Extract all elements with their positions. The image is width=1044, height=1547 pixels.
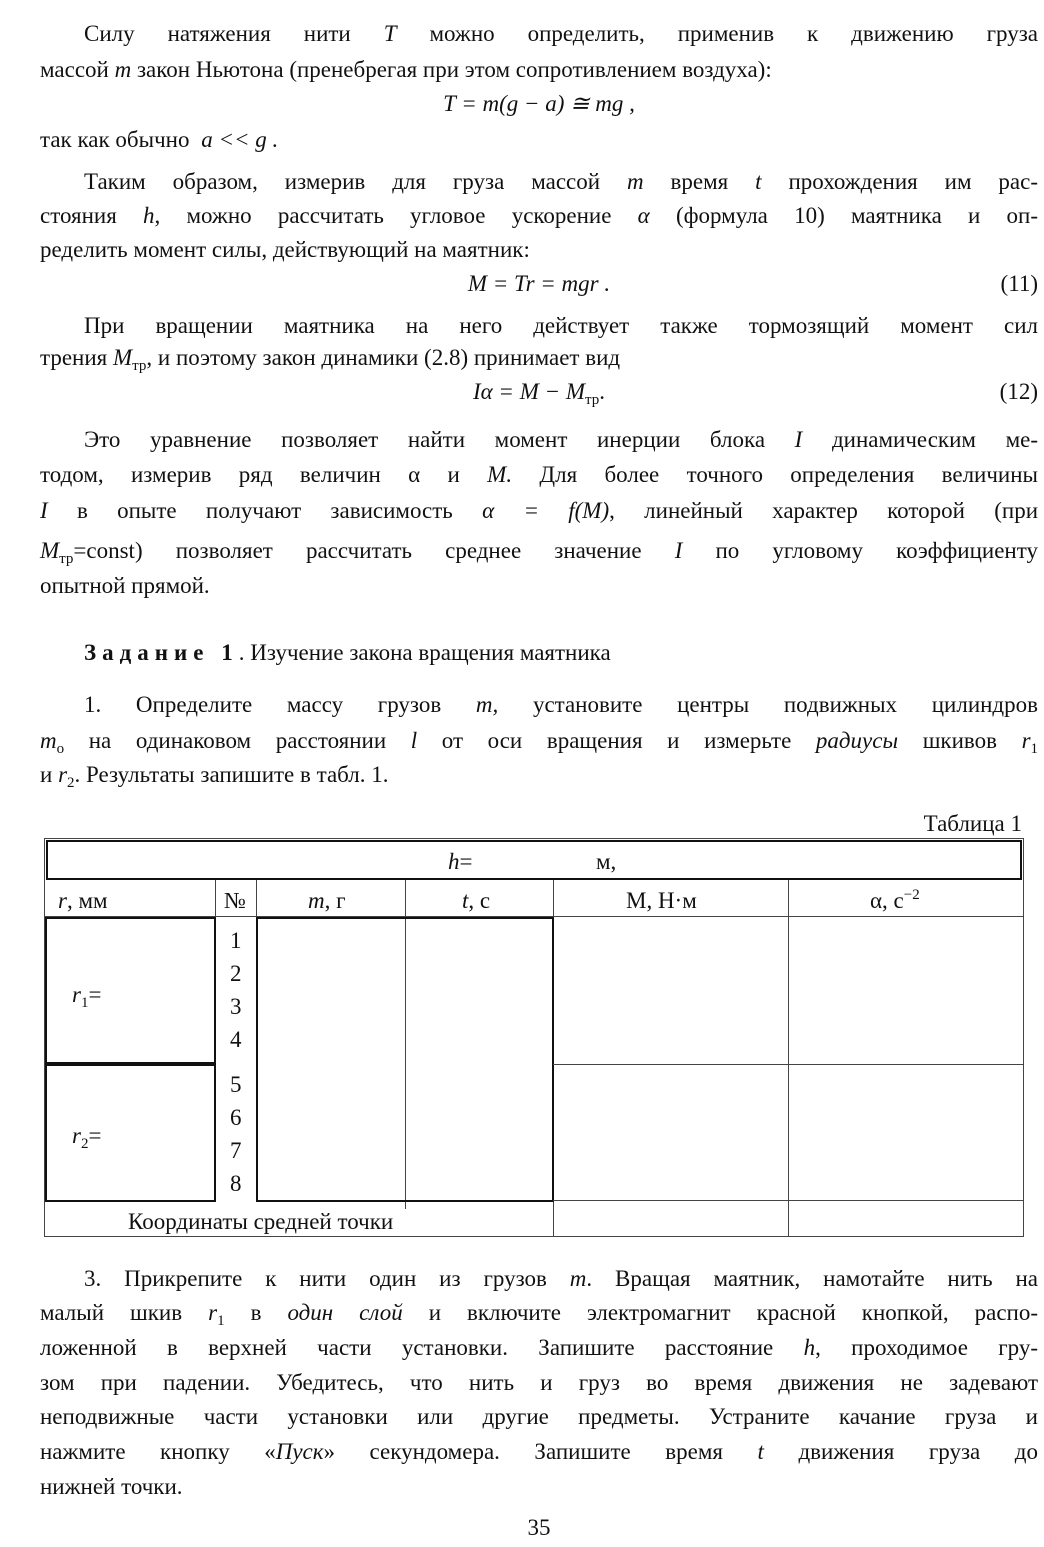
text: (формула 10) маятника и оп- (675, 203, 1039, 228)
r1-box (45, 917, 216, 1064)
table-border (44, 1236, 1024, 1237)
variable: m (114, 57, 132, 82)
text: Это уравнение позволяет найти момент инерции блока (84, 427, 766, 452)
equation-number: (11) (1000, 271, 1038, 296)
expression: α = f(M) (482, 498, 610, 523)
text-line (40, 1336, 1038, 1359)
text-line (40, 538, 1038, 567)
text: α, с (870, 888, 904, 913)
text-line (40, 1371, 1038, 1394)
text: малый шкив (40, 1300, 183, 1325)
variable: t (757, 1439, 764, 1464)
text: . Вращая маятник, намотайте нить на (586, 1266, 1038, 1291)
variable: I (40, 498, 48, 523)
r1-label (72, 982, 102, 1011)
text-line: нижней точки. (40, 1474, 183, 1499)
variable: r (58, 762, 68, 787)
text-line (40, 22, 1038, 45)
measurements-box (256, 917, 554, 1202)
text: массой (40, 57, 109, 82)
section-heading (40, 641, 611, 664)
text-line (40, 1267, 1038, 1290)
text: в опыте получают зависимость (76, 498, 453, 523)
subscript: тр (132, 358, 147, 374)
column-divider (256, 880, 257, 917)
header-moment: М, Н·м (626, 888, 697, 913)
text: Для более точного определения величины (539, 462, 1039, 487)
footer-separator (553, 1200, 1024, 1201)
text: так как обычно (40, 127, 190, 152)
text: трения (40, 345, 108, 370)
variable: l (410, 728, 418, 753)
variable: r (58, 888, 67, 913)
text: 1. Определите массу грузов (84, 692, 442, 717)
data-table (44, 838, 1024, 1237)
text-line (40, 499, 1038, 522)
variable: m, (475, 692, 499, 717)
subscript: тр (59, 551, 74, 567)
text-line: ределить момент силы, действующий на маятник: (40, 237, 530, 262)
variable: T (383, 21, 397, 46)
text: тодом, измерив ряд величин α и (40, 462, 460, 487)
text: Силу натяжения нити (84, 21, 351, 46)
emphasis: Пуск (275, 1439, 324, 1464)
row-number: 7 (230, 1138, 242, 1163)
text-line (40, 1405, 1038, 1428)
text: шкивов (922, 728, 997, 753)
text: = (88, 1123, 102, 1148)
text: зом при падении. Убедитесь, что нить и груз во время движения не задевают (40, 1370, 1038, 1395)
text: . (599, 379, 606, 404)
header-t (462, 889, 490, 912)
text: от оси вращения и измерьте (441, 728, 792, 753)
text-line (40, 345, 621, 374)
variable: M (113, 345, 133, 370)
text: При вращении маятника на него действует также тормозящий момент сил (84, 313, 1038, 338)
text: , и поэтому закон динамики (2.8) принимает вид (146, 345, 621, 370)
header-alpha (870, 889, 920, 912)
table-border (1023, 838, 1024, 1237)
group-separator (553, 1064, 1024, 1065)
variable: m (569, 1266, 587, 1291)
text: = (459, 849, 473, 874)
variable: r (72, 982, 81, 1007)
text: = (88, 982, 102, 1007)
text: ложенной в верхней части установки. Запишите расстояние (40, 1335, 774, 1360)
text: =const) позволяет рассчитать среднее значение (73, 538, 642, 563)
text: закон Ньютона (пренебрегая при этом сопротивлением воздуха): (136, 57, 772, 82)
table-caption: Таблица 1 (923, 811, 1022, 836)
h-unit: м, (596, 849, 617, 874)
text: , г (324, 888, 346, 913)
row-number: 4 (230, 1027, 242, 1052)
text: движения груза до (798, 1439, 1039, 1464)
row-number: 1 (230, 928, 242, 953)
variable: r (72, 1123, 81, 1148)
text-line (40, 58, 772, 81)
variable: m (626, 169, 644, 194)
row-number: 2 (230, 961, 242, 986)
variable: t (755, 169, 762, 194)
subscript: тр (585, 392, 600, 408)
text: и включите электромагнит красной кнопкой, распо- (428, 1300, 1039, 1325)
text-line (40, 728, 1039, 757)
variable: α (637, 203, 650, 228)
header-number: № (224, 888, 246, 913)
header-m (308, 889, 346, 912)
subscript: 1 (80, 995, 89, 1011)
header-r (58, 889, 108, 912)
variable: r (1021, 728, 1031, 753)
text: время (670, 169, 729, 194)
text: , линейный характер которой (при (609, 498, 1039, 523)
text-line (40, 1300, 1039, 1329)
subscript: 1 (217, 1313, 225, 1329)
text-line: опытной прямой. (40, 573, 210, 598)
text: , с (468, 888, 491, 913)
column-divider (788, 880, 789, 1237)
text-line (40, 463, 1038, 486)
text: , проходимое гру- (815, 1335, 1039, 1360)
equation-text: Iα = M − M (472, 379, 586, 404)
text: стояния (40, 203, 117, 228)
variable: m (308, 888, 325, 913)
text: » секундомера. Запишите время (323, 1439, 723, 1464)
h-label (448, 850, 472, 873)
text: неподвижные части установки или другие предметы. Устраните качание груза и (40, 1404, 1038, 1429)
text: нажмите кнопку « (40, 1439, 276, 1464)
text: прохождения им рас- (788, 169, 1039, 194)
variable: t (462, 888, 469, 913)
variable: I (794, 427, 803, 452)
footer-label: Координаты средней точки (128, 1209, 394, 1234)
row-number: 3 (230, 994, 242, 1019)
text: в (250, 1300, 262, 1325)
text: 3. Прикрепите к нити один из грузов (84, 1266, 547, 1291)
text-line (40, 128, 278, 151)
text-line (40, 314, 1038, 337)
text-line (40, 428, 1038, 451)
variable: h (448, 849, 460, 874)
text: , можно рассчитать угловое ускорение (154, 203, 612, 228)
equation: M = Tr = mgr . (467, 271, 611, 296)
column-divider (215, 880, 216, 917)
text-line (40, 1440, 1038, 1463)
text: можно определить, применив к движению груза (429, 21, 1038, 46)
text: . Результаты запишите в табл. 1. (74, 762, 389, 787)
variable: h (803, 1335, 816, 1360)
variable: h (143, 203, 155, 228)
variable: I (674, 538, 683, 563)
emphasis: один слой (287, 1300, 403, 1325)
text-line (40, 762, 389, 791)
row-number: 6 (230, 1105, 242, 1130)
variable: M. (487, 462, 513, 487)
text-line (40, 693, 1038, 716)
text: , мм (66, 888, 108, 913)
page-number: 35 (527, 1515, 551, 1540)
r2-label (72, 1123, 102, 1152)
task-label: Задание 1 (84, 640, 239, 665)
expression: a << g . (201, 127, 279, 152)
text: Таким образом, измерив для груза массой (84, 169, 601, 194)
text: установите центры подвижных цилиндров (532, 692, 1038, 717)
text-line (40, 170, 1038, 193)
equation: T = m(g − a) ≅ mg , (443, 91, 635, 116)
r2-box (45, 1064, 216, 1202)
equation (40, 379, 1038, 408)
superscript: −2 (903, 887, 920, 903)
variable: r (208, 1300, 218, 1325)
row-number: 5 (230, 1072, 242, 1097)
text: и (40, 762, 53, 787)
variable: M (40, 538, 60, 563)
equation-number: (12) (999, 379, 1038, 404)
emphasis: радиусы (815, 728, 899, 753)
row-number: 8 (230, 1171, 242, 1196)
text: на одинаковом расстоянии (88, 728, 387, 753)
subscript: о (56, 741, 65, 757)
subscript: 1 (1030, 741, 1039, 757)
variable: m (40, 728, 57, 753)
text-line (40, 204, 1038, 227)
subscript: 2 (67, 775, 75, 791)
subscript: 2 (80, 1136, 89, 1152)
text: динамическим ме- (831, 427, 1038, 452)
table-border (44, 838, 1024, 839)
h-row-frame (46, 840, 1022, 880)
task-title: . Изучение закона вращения маятника (238, 640, 611, 665)
text: по угловому коэффициенту (715, 538, 1038, 563)
